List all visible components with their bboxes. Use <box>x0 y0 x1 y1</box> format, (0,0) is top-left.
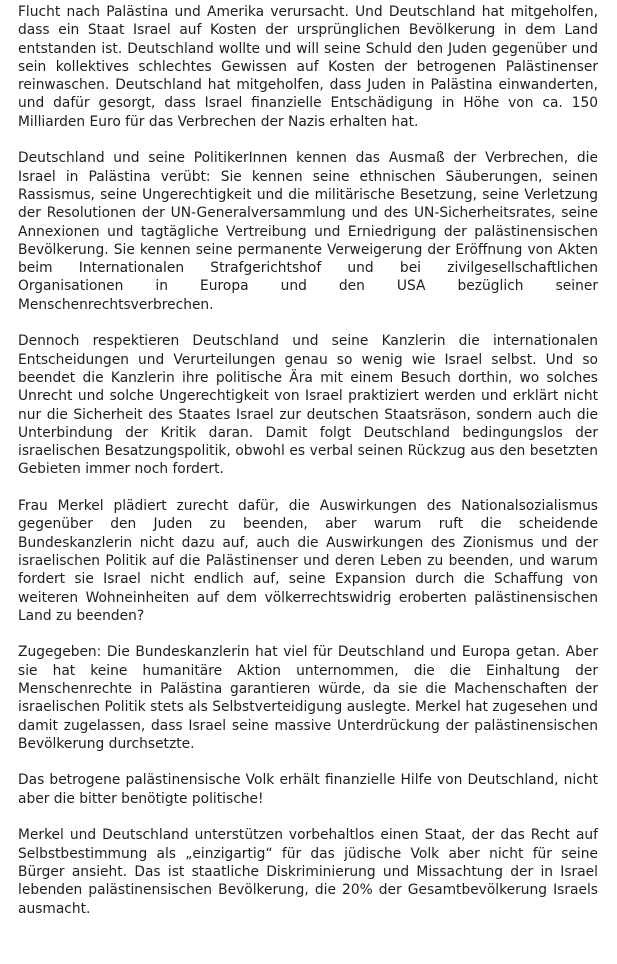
paragraph: Flucht nach Palästina und Amerika verursacht. Und Deutschland hat mitgeholfen, dass ein Staat Israel auf Kosten der ursprünglichen Bevölkerung in dem Land entstanden ist. Deutschland wollte und will seine Schuld den Juden gegenüber und sein kollektives schlechtes Gewissen auf Kosten der betrogenen Palästinenser reinwaschen. Deutschland hat mitgeholfen, dass Juden in Palästina einwanderten, und dafür gesorgt, dass Israel finanzielle Entschädigung in Höhe von ca. 150 Milliarden Euro für das Verbrechen der Nazis erhalten hat. <box>18 4 598 130</box>
paragraph: Dennoch respektieren Deutschland und seine Kanzlerin die internationalen Entscheidungen und Verurteilungen genau so wenig wie Israel selbst. Und so beendet die Kanzlerin ihre politische Ära mit einem Besuch dorthin, wo solches Unrecht und solche Ungerechtigkeit von Israel praktiziert werden und erklärt nicht nur die Sicherheit des Staates Israel zur deutschen Staatsräson, sondern auch die Unterbindung der Kritik daran. Damit folgt Deutschland bedingungslos der israelischen Besatzungspolitik, obwohl es verbal seinen Rückzug aus den besetzten Gebieten immer noch fordert. <box>18 333 598 478</box>
paragraph: Merkel und Deutschland unterstützen vorbehaltlos einen Staat, der das Recht auf Selbstbestimmung als „einzigartig“ für das jüdische Volk aber nicht für seine Bürger ansieht. Das ist staatliche Diskriminierung und Missachtung der in Israel lebenden palästinensischen Bevölkerung, die 20% der Gesamtbevölkerung Israels ausmacht. <box>18 827 598 917</box>
paragraph: Zugegeben: Die Bundeskanzlerin hat viel für Deutschland und Europa getan. Aber sie hat keine humanitäre Aktion unternommen, die die Einhaltung der Menschenrechte in Palästina garantieren würde, da sie die Machenschaften der israelischen Politik stets als Selbstverteidigung auslegte. Merkel hat zugesehen und damit zugelassen, dass Israel seine massive Unterdrückung der palästinensischen Bevölkerung durchsetzte. <box>18 644 598 752</box>
paragraph: Frau Merkel plädiert zurecht dafür, die Auswirkungen des Nationalsozialismus gegenüber den Juden zu beenden, aber warum ruft die scheidende Bundeskanzlerin nicht dazu auf, auch die Auswirkungen des Zionismus und der israelischen Politik auf die Palästinenser und deren Leben zu beenden, und warum fordert sie Israel nicht endlich auf, seine Expansion durch die Schaffung von weiteren Wohneinheiten auf dem völkerrechtswidrig eroberten palästinensischen Land zu beenden? <box>18 498 598 624</box>
paragraph: Deutschland und seine PolitikerInnen kennen das Ausmaß der Verbrechen, die Israel in Palästina verübt: Sie kennen seine ethnischen Säuberungen, seinen Rassismus, seine Ungerechtigkeit und die militärische Besetzung, seine Verletzung der Resolutionen der UN-Generalversammlung und des UN-Sicherheitsrates, seine Annexionen und tagtägliche Vertreibung und Erniedrigung der palästinensischen Bevölkerung. Sie kennen seine permanente Verweigerung der Eröffnung von Akten beim Internationalen Strafgerichtshof und bei zivilgesellschaftlichen Organisationen in Europa und den USA bezüglich seiner Menschenrechtsverbrechen. <box>18 150 598 313</box>
paragraph: Das betrogene palästinensische Volk erhält finanzielle Hilfe von Deutschland, nicht aber die bitter benötigte politische! <box>18 772 598 807</box>
document-body <box>18 3 598 918</box>
